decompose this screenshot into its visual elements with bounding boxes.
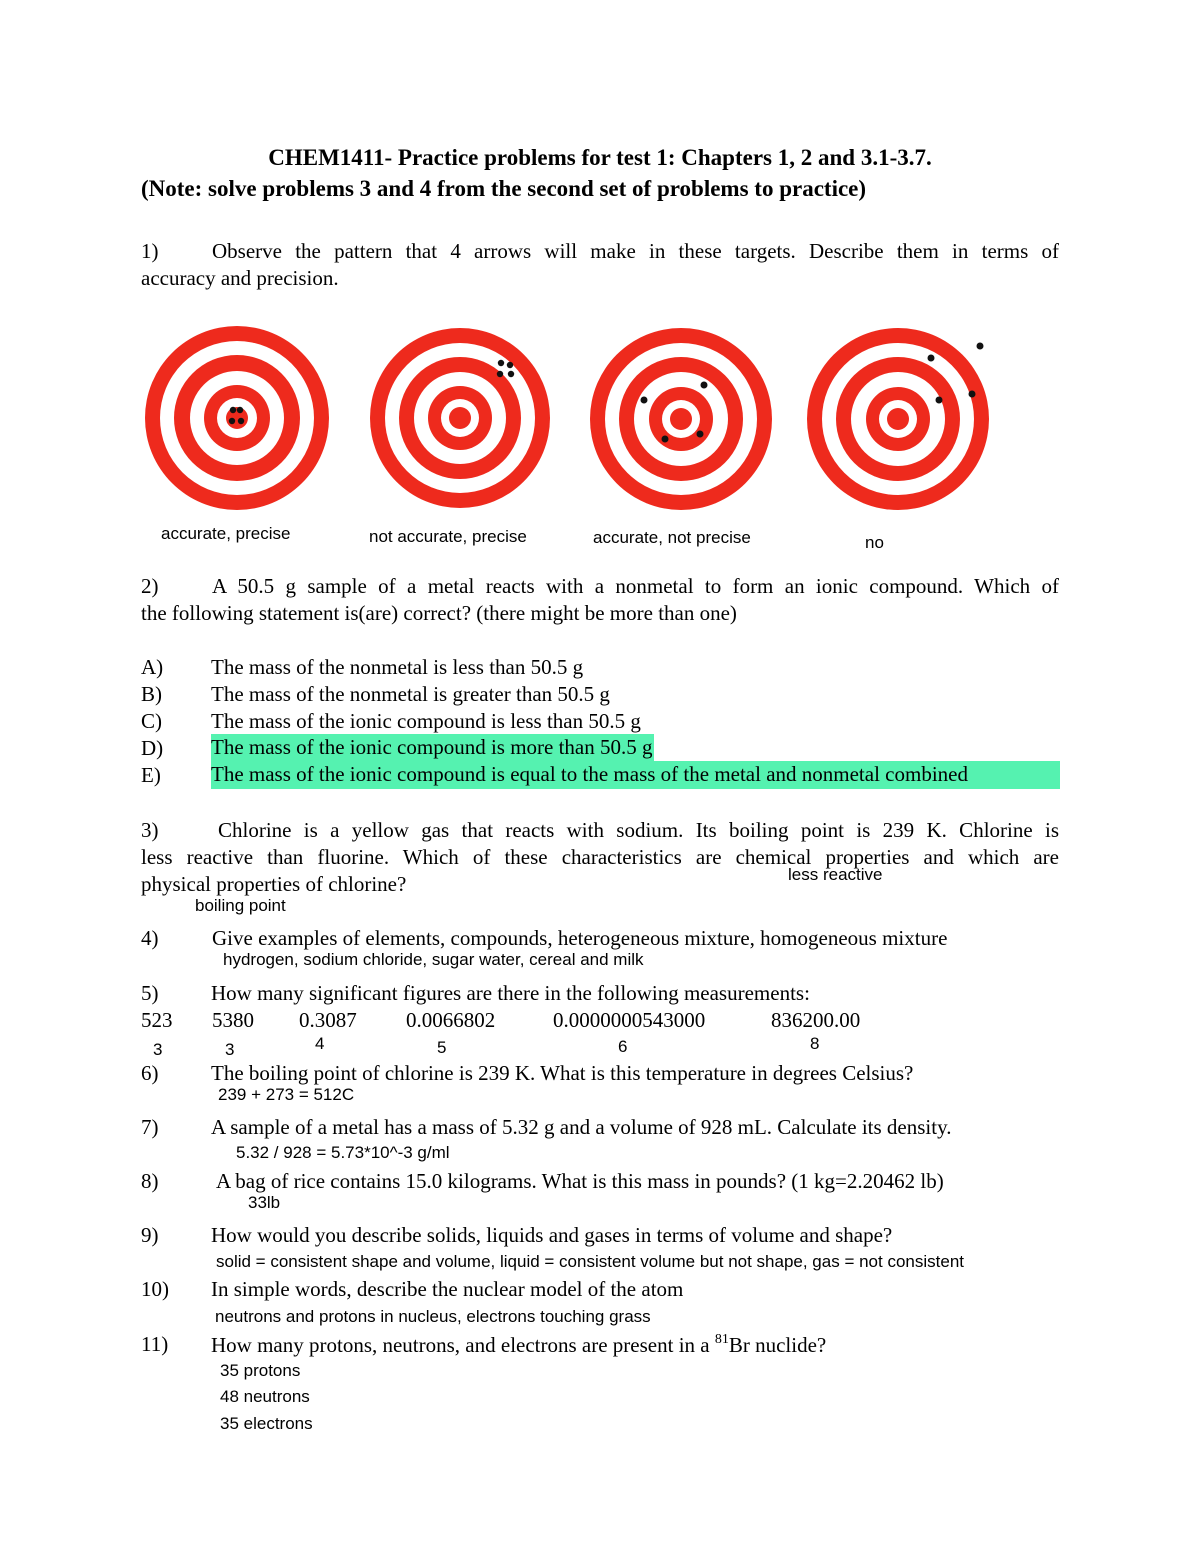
q1-answer-2: not accurate, precise <box>369 527 527 546</box>
target-1 <box>144 325 330 511</box>
q3-answer-physical: boiling point <box>195 896 286 915</box>
q6-answer: 239 + 273 = 512C <box>218 1085 355 1104</box>
q9-text: How would you describe solids, liquids and gases in terms of volume and shape? <box>211 1223 893 1247</box>
arrow-hit <box>701 382 708 389</box>
q3-text-line3: physical properties of chlorine? <box>141 872 407 896</box>
arrow-hit <box>936 397 943 404</box>
q2-option-text-a: The mass of the nonmetal is less than 50.5 g <box>211 655 584 679</box>
q2-option-text-d-highlighted: The mass of the ionic compound is more than 50.5 g <box>211 734 654 762</box>
q5-answer-5: 6 <box>618 1037 628 1056</box>
q1-text-line1: Observe the pattern that 4 arrows will make in these targets. Describe them in terms of <box>212 239 1059 263</box>
q5-answer-2: 3 <box>225 1040 235 1059</box>
q5-answer-1: 3 <box>153 1040 163 1059</box>
q2-option-text-c: The mass of the ionic compound is less than 50.5 g <box>211 709 641 733</box>
q5-number: 5) <box>141 981 159 1005</box>
q3-text-line2: less reactive than fluorine. Which of these characteristics are chemical properties and which are <box>141 845 1059 869</box>
page-note: (Note: solve problems 3 and 4 from the second set of problems to practice) <box>141 176 867 201</box>
arrow-hit <box>229 418 235 424</box>
q5-answer-3: 4 <box>315 1034 325 1053</box>
q10-number: 10) <box>141 1277 169 1301</box>
q6-number: 6) <box>141 1061 159 1085</box>
q2-option-text-b: The mass of the nonmetal is greater than 50.5 g <box>211 682 610 706</box>
q5-answer-4: 5 <box>437 1038 447 1057</box>
q8-text: A bag of rice contains 15.0 kilograms. What is this mass in pounds? (1 kg=2.20462 lb) <box>216 1169 944 1193</box>
q1-number: 1) <box>141 239 159 263</box>
arrow-hit <box>508 371 514 377</box>
q2-option-text-e-highlighted: The mass of the ionic compound is equal to the mass of the metal and nonmetal combined <box>211 761 1060 789</box>
q11-text <box>211 1332 826 1358</box>
q11-answer-electrons: 35 electrons <box>220 1414 313 1433</box>
q3-answer-chemical: less reactive <box>788 865 883 884</box>
page-title: CHEM1411- Practice problems for test 1: Chapters 1, 2 and 3.1-3.7. <box>268 145 932 170</box>
q3-number: 3) <box>141 818 159 842</box>
arrow-hit <box>507 362 513 368</box>
q11-text-before: How many protons, neutrons, and electrons are present in a <box>211 1333 715 1357</box>
q3-text-line1: Chlorine is a yellow gas that reacts with sodium. Its boiling point is 239 K. Chlorine is <box>218 818 1059 842</box>
q5-value-4: 0.0066802 <box>406 1008 496 1032</box>
q5-answer-6: 8 <box>810 1034 820 1053</box>
arrow-hit <box>697 431 704 438</box>
q7-answer: 5.32 / 928 = 5.73*10^-3 g/ml <box>236 1143 450 1162</box>
q2-text-line1: A 50.5 g sample of a metal reacts with a nonmetal to form an ionic compound. Which of <box>212 574 1059 598</box>
q10-text: In simple words, describe the nuclear model of the atom <box>211 1277 684 1301</box>
target-3 <box>589 327 773 511</box>
q2-option-letter-e: E) <box>141 763 161 787</box>
q10-answer: neutrons and protons in nucleus, electrons touching grass <box>215 1307 651 1326</box>
q9-answer: solid = consistent shape and volume, liquid = consistent volume but not shape, gas = not consistent <box>216 1252 964 1271</box>
arrow-hit <box>641 397 648 404</box>
q5-value-1: 523 <box>141 1008 173 1032</box>
arrow-hit <box>230 407 236 413</box>
q2-option-letter-c: C) <box>141 709 162 733</box>
arrow-hit <box>497 371 503 377</box>
q11-answer-protons: 35 protons <box>220 1361 301 1380</box>
arrow-hit <box>969 391 976 398</box>
q2-option-letter-a: A) <box>141 655 164 679</box>
q8-number: 8) <box>141 1169 159 1193</box>
q11-superscript: 81 <box>714 1332 729 1347</box>
arrow-hit <box>977 343 984 350</box>
arrow-hit <box>498 360 504 366</box>
q2-text-line2: the following statement is(are) correct? (there might be more than one) <box>141 601 737 625</box>
q1-answer-1: accurate, precise <box>161 524 291 543</box>
q1-answer-3: accurate, not precise <box>593 528 751 547</box>
q2-option-letter-d: D) <box>141 736 164 760</box>
q9-number: 9) <box>141 1223 159 1247</box>
q7-number: 7) <box>141 1115 159 1139</box>
q6-text: The boiling point of chlorine is 239 K. What is this temperature in degrees Celsius? <box>211 1061 914 1085</box>
q1-answer-4: no <box>865 533 884 552</box>
q2-option-letter-b: B) <box>141 682 162 706</box>
arrow-hit <box>238 418 244 424</box>
q5-value-6: 836200.00 <box>771 1008 861 1032</box>
q4-number: 4) <box>141 926 159 950</box>
q5-value-2: 5380 <box>212 1008 254 1032</box>
q7-text: A sample of a metal has a mass of 5.32 g and a volume of 928 mL. Calculate its density. <box>211 1115 952 1139</box>
q11-number: 11) <box>141 1332 169 1356</box>
target-2 <box>369 327 551 509</box>
q11-answer-neutrons: 48 neutrons <box>220 1387 310 1406</box>
q4-answer: hydrogen, sodium chloride, sugar water, cereal and milk <box>223 950 644 969</box>
q8-answer: 33lb <box>248 1193 281 1212</box>
q5-value-5: 0.0000000543000 <box>553 1008 706 1032</box>
arrow-hit <box>662 436 669 443</box>
q5-text: How many significant figures are there in the following measurements: <box>211 981 810 1005</box>
arrow-hit <box>237 407 243 413</box>
q2-number: 2) <box>141 574 159 598</box>
target-4 <box>806 327 990 511</box>
q4-text: Give examples of elements, compounds, heterogeneous mixture, homogeneous mixture <box>212 926 948 950</box>
q5-value-3: 0.3087 <box>299 1008 357 1032</box>
arrow-hit <box>928 355 935 362</box>
q11-text-after: Br nuclide? <box>728 1333 827 1357</box>
q1-text-line2: accuracy and precision. <box>141 266 339 290</box>
